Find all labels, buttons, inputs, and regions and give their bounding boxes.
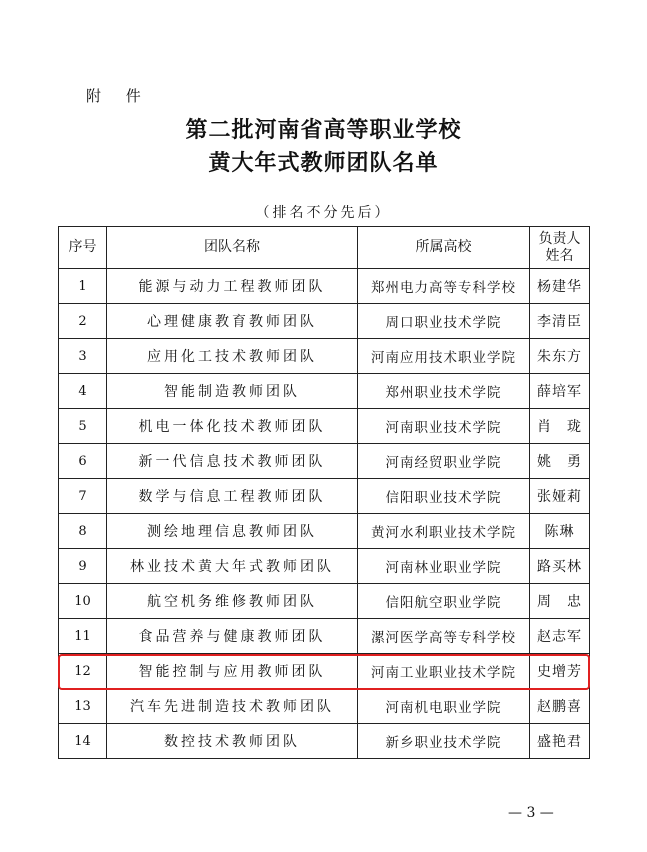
cell-num: 5 [59, 409, 107, 444]
team-list-table [58, 226, 590, 759]
cell-leader: 肖 珑 [530, 409, 590, 444]
cell-team-name: 智能制造教师团队 [107, 374, 358, 409]
cell-num: 13 [59, 689, 107, 724]
cell-leader: 盛艳君 [530, 724, 590, 759]
cell-school: 漯河医学高等专科学校 [358, 619, 530, 654]
cell-school: 河南经贸职业学院 [358, 444, 530, 479]
cell-num: 6 [59, 444, 107, 479]
cell-team-name: 心理健康教育教师团队 [107, 304, 358, 339]
table-row [59, 549, 590, 584]
ranking-note: （排名不分先后） [255, 205, 392, 221]
cell-team-name: 航空机务维修教师团队 [107, 584, 358, 619]
cell-school: 河南林业职业学院 [358, 549, 530, 584]
table-row [59, 654, 590, 689]
table-row [59, 619, 590, 654]
cell-team-name: 智能控制与应用教师团队 [107, 654, 358, 689]
cell-num: 10 [59, 584, 107, 619]
cell-leader: 赵鹏喜 [530, 689, 590, 724]
table-row [59, 409, 590, 444]
cell-team-name: 林业技术黄大年式教师团队 [107, 549, 358, 584]
table-row [59, 724, 590, 759]
cell-team-name: 能源与动力工程教师团队 [107, 269, 358, 304]
header-num: 序号 [59, 227, 107, 269]
table-row [59, 584, 590, 619]
cell-team-name: 汽车先进制造技术教师团队 [107, 689, 358, 724]
table-row [59, 269, 590, 304]
cell-num: 8 [59, 514, 107, 549]
cell-team-name: 食品营养与健康教师团队 [107, 619, 358, 654]
cell-num: 9 [59, 549, 107, 584]
table-row [59, 304, 590, 339]
cell-school: 河南应用技术职业学院 [358, 339, 530, 374]
document-title-line2: 黄大年式教师团队名单 [208, 150, 439, 176]
table-row [59, 339, 590, 374]
cell-leader: 朱东方 [530, 339, 590, 374]
cell-team-name: 应用化工技术教师团队 [107, 339, 358, 374]
cell-leader: 路买林 [530, 549, 590, 584]
header-leader-line1: 负责人 [538, 230, 581, 247]
cell-school: 河南工业职业技术学院 [358, 654, 530, 689]
cell-leader: 杨建华 [530, 269, 590, 304]
cell-leader: 陈琳 [530, 514, 590, 549]
cell-leader: 周 忠 [530, 584, 590, 619]
cell-leader: 姚 勇 [530, 444, 590, 479]
attachment-label: 附 件 [86, 87, 151, 105]
cell-team-name: 测绘地理信息教师团队 [107, 514, 358, 549]
cell-leader: 薛培军 [530, 374, 590, 409]
cell-school: 郑州电力高等专科学校 [358, 269, 530, 304]
header-leader-line2: 姓名 [545, 247, 574, 264]
cell-team-name: 数学与信息工程教师团队 [107, 479, 358, 514]
header-leader [530, 227, 590, 269]
cell-num: 2 [59, 304, 107, 339]
table-row [59, 374, 590, 409]
cell-leader: 赵志军 [530, 619, 590, 654]
cell-school: 河南机电职业学院 [358, 689, 530, 724]
cell-num: 7 [59, 479, 107, 514]
cell-school: 新乡职业技术学院 [358, 724, 530, 759]
cell-school: 信阳航空职业学院 [358, 584, 530, 619]
cell-team-name: 机电一体化技术教师团队 [107, 409, 358, 444]
cell-num: 1 [59, 269, 107, 304]
header-school: 所属高校 [358, 227, 530, 269]
cell-num: 14 [59, 724, 107, 759]
cell-num: 4 [59, 374, 107, 409]
cell-school: 河南职业技术学院 [358, 409, 530, 444]
cell-num: 11 [59, 619, 107, 654]
page-number: — 3 — [508, 805, 554, 821]
table-header-row [59, 227, 590, 269]
document-title-line1: 第二批河南省高等职业学校 [185, 117, 462, 143]
table-row [59, 689, 590, 724]
cell-school: 信阳职业技术学院 [358, 479, 530, 514]
cell-num: 12 [59, 654, 107, 689]
table-row [59, 479, 590, 514]
cell-school: 郑州职业技术学院 [358, 374, 530, 409]
header-team: 团队名称 [107, 227, 358, 269]
cell-team-name: 数控技术教师团队 [107, 724, 358, 759]
cell-leader: 李清臣 [530, 304, 590, 339]
cell-school: 黄河水利职业技术学院 [358, 514, 530, 549]
cell-school: 周口职业技术学院 [358, 304, 530, 339]
cell-num: 3 [59, 339, 107, 374]
cell-leader: 张娅莉 [530, 479, 590, 514]
cell-leader: 史增芳 [530, 654, 590, 689]
table-row [59, 514, 590, 549]
table-row [59, 444, 590, 479]
cell-team-name: 新一代信息技术教师团队 [107, 444, 358, 479]
